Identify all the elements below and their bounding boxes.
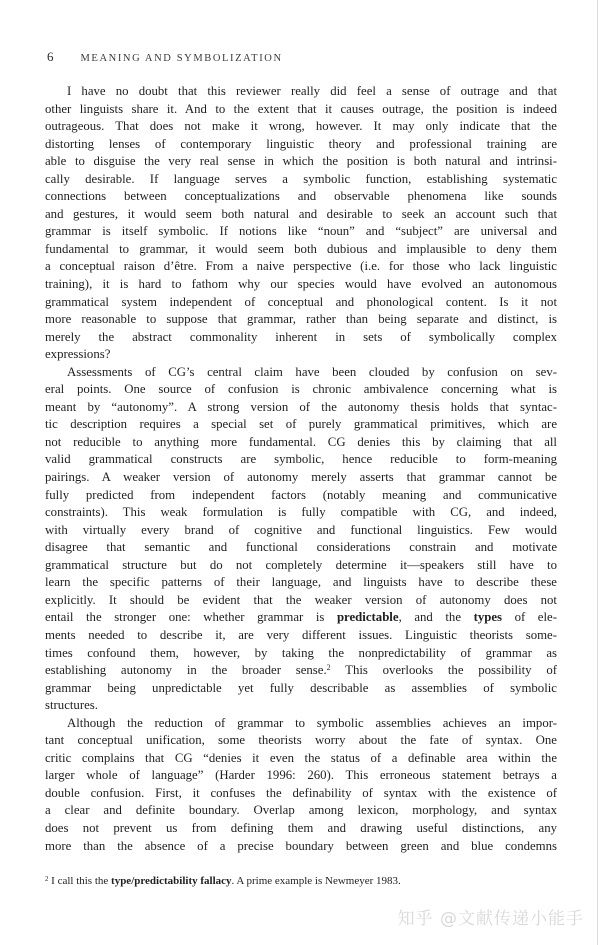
text-line: other linguists share it. And to the extent that it causes outrage, the position is indeed: [45, 101, 557, 116]
text-line: tic description requires a special set of purely grammatical primitives, which are: [45, 417, 557, 432]
text-line: a conceptual raison d’être. From a naive perspective (i.e. for those who lack linguistic: [45, 259, 557, 274]
text-line: double confusion. First, it confuses the definability of syntax with the existence of: [45, 785, 557, 800]
text-line: fundamental to grammar, it would seem both dubious and implausible to deny them: [45, 241, 557, 256]
footnote: $^2$ I call this the type/predictability fallacy. A prime example is Newmeyer 1983.: [45, 875, 401, 887]
text-line: critic complains that CG “denies it even the status of a definable area within the: [45, 750, 557, 765]
text-line: tant conceptual unification, some theorists worry about the fate of syntax. One: [45, 733, 557, 748]
text-line: meant by “autonomy”. A strong version of the autonomy thesis holds that syntac-: [45, 399, 557, 414]
text-line: I have no doubt that this reviewer really did feel a sense of outrage and that: [67, 84, 557, 98]
text-line: able to disguise the very real sense in which the position is both natural and intrinsi-: [45, 154, 557, 169]
text-line: fully predicted from independent factors (notably meaning and communicative: [45, 487, 557, 502]
text-line: cally desirable. If language serves a symbolic function, establishing systematic: [45, 171, 557, 186]
text-line: grammatical system independent of conceptual and phonological content. Is it not: [45, 294, 557, 309]
text-line: training), it is hard to fathom why our species would have evolved an autonomous: [45, 277, 557, 292]
text-line: establishing autonomy in the broader sense.$^2$ This overlooks the possibility of: [45, 663, 557, 678]
text-line: Although the reduction of grammar to symbolic assemblies achieves an impor-: [67, 715, 557, 730]
body-text: [45, 83, 557, 855]
text-line: larger whole of language” (Harder 1996: 260). This erroneous statement betrays a: [45, 768, 557, 783]
text-line: distorting lenses of contemporary linguistic theory and professional training are: [45, 136, 557, 151]
text-line: a clear and definite boundary. Overlap among lexicon, morphology, and syntax: [45, 803, 557, 818]
text-line: outrageous. That does not make it wrong, however. It may only indicate that the: [45, 119, 557, 134]
text-line: grammar is itself symbolic. If notions like “noun” and “subject” are universal and: [45, 224, 557, 239]
text-line: grammatical structure but do not completely determine it—speakers still have to: [45, 557, 557, 572]
text-line: times confound them, however, by taking the nonpredictability of grammar as: [45, 645, 557, 660]
text-line: ments needed to describe it, are very different issues. Linguistic theorists some-: [45, 627, 557, 642]
text-line: more reasonable to suppose that grammar, rather than being separate and distinct, is: [45, 312, 557, 327]
page-number: 6: [47, 49, 54, 64]
text-line: valid grammatical constructs are symbolic, hence reducible to form-meaning: [45, 452, 557, 467]
text-line: pairings. A weaker version of autonomy merely asserts that grammar cannot be: [45, 470, 557, 485]
watermark-zhihu: 知乎 @文献传递小能手: [397, 909, 584, 929]
text-line: connections between conceptualizations and observable phenomena like sounds: [45, 189, 557, 204]
text-line: disagree that semantic and functional considerations constrain and motivate: [45, 540, 557, 555]
text-line: more than the absence of a precise boundary between green and blue condemns: [45, 838, 557, 853]
text-line: expressions?: [45, 347, 111, 362]
text-line: grammar being unpredictable yet fully describable as assemblies of symbolic: [45, 680, 557, 695]
text-line: entail the stronger one: whether grammar is predictable, and the types of ele-: [45, 610, 557, 625]
text-line: learn the specific patterns of their language, and linguists have to describe these: [45, 575, 557, 590]
running-head-title: MEANING AND SYMBOLIZATION: [80, 53, 283, 64]
page-edge-line: [597, 0, 598, 945]
running-head: [47, 49, 283, 65]
text-line: eral points. One source of confusion is chronic ambivalence concerning what is: [45, 382, 557, 397]
text-line: structures.: [45, 698, 98, 713]
text-line: merely the abstract commonality inherent in sets of symbolically complex: [45, 329, 557, 344]
text-line: and gestures, it would seem both natural and desirable to seek an account such that: [45, 206, 557, 221]
text-line: does not prevent us from defining them and drawing useful distinctions, any: [45, 820, 557, 835]
text-line: constraints). This weak formulation is fully compatible with CG, and indeed,: [45, 505, 557, 520]
text-line: Assessments of CG’s central claim have been clouded by confusion on sev-: [67, 364, 557, 379]
text-line: explicitly. It should be evident that the weaker version of autonomy does not: [45, 592, 557, 607]
text-line: with virtually every brand of cognitive and functional linguistics. Few would: [45, 522, 557, 537]
text-line: not reducible to anything more fundamental. CG denies this by claiming that all: [45, 434, 557, 449]
